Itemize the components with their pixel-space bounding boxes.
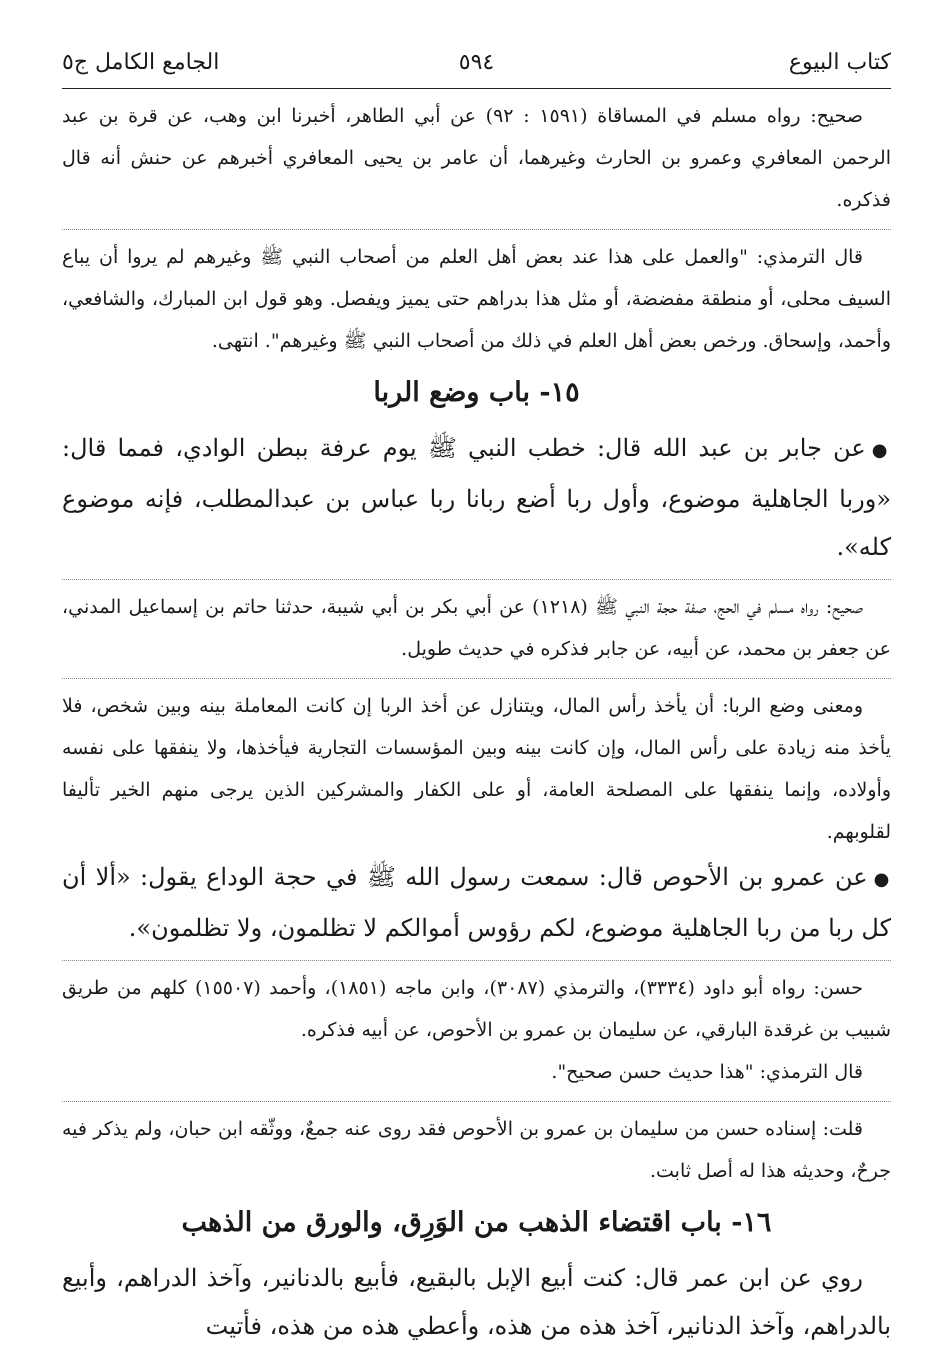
separator — [62, 579, 891, 580]
takhrij-paragraph: صحيح: رواه مسلم في الحج، صفة حجة النبي ﷺ (١٢١٨) عن أبي بكر بن أبي شيبة، حدثنا حاتم بن إسماعيل المدني، عن جعفر بن محمد، عن أبيه، عن جابر فذكره في حديث طويل. — [62, 596, 891, 660]
chapter-heading-16: ١٦- باب اقتضاء الذهب من الوَرِق، والورق من الذهب — [181, 1207, 772, 1238]
bullet-icon: ● — [873, 869, 891, 890]
bullet-icon: ● — [871, 440, 891, 461]
header-rule — [62, 88, 891, 89]
hadith-text — [62, 424, 891, 571]
hadith-body: عن جابر بن عبد الله قال: خطب النبي ﷺ يوم عرفة ببطن الوادي، فمما قال: «وربا الجاهلية موضوع، وأول ربا أضع ربانا ربا عباس بن عبدالمطلب، فإنه موضوع كله». — [62, 434, 891, 561]
commentary-paragraph: ومعنى وضع الربا: أن يأخذ رأس المال، ويتنازل عن أخذ الربا إن كانت المعاملة بينه وبين شخص، فلا يأخذ منه زيادة على رأس المال، وإن كانت بينه وبين المؤسسات التجارية فيأخذها، ولا ينفقها على نفسه وأولاده، وإنما ينفقها على المصلحة العامة، أو على الكفار والمشركين الذين يرجى منهم الخير تأليفا لقلوبهم. — [62, 695, 891, 843]
takhrij-paragraph: حسن: رواه أبو داود (٣٣٣٤)، والترمذي (٣٠٨٧)، وابن ماجه (١٨٥١)، وأحمد (١٥٥٠٧) كلهم من طريق شبيب بن غرقدة البارقي، عن سليمان بن عمرو بن الأحوص، عن أبيه فذكره. — [62, 977, 891, 1041]
running-header — [62, 40, 891, 86]
chapter-heading-15: ١٥- باب وضع الربا — [373, 377, 580, 408]
hadith-text: روي عن ابن عمر قال: كنت أبيع الإبل بالبقيع، فأبيع بالدنانير، وآخذ الدراهم، وأبيع بالدراهم، وآخذ الدنانير، آخذ هذه من هذه، وأعطي هذه من هذه، فأتيت — [62, 1264, 891, 1340]
commentary-paragraph: قلت: إسناده حسن من سليمان بن عمرو بن الأحوص فقد روى عنه جمعٌ، ووثّقه ابن حبان، ولم يذكر فيه جرحٌ، وحديثه هذا له أصل ثابت. — [62, 1118, 891, 1182]
separator — [62, 1101, 891, 1102]
tirmidhi-quote: قال الترمذي: "هذا حديث حسن صحيح". — [551, 1061, 863, 1083]
separator — [62, 229, 891, 230]
header-book-title: كتاب البيوع — [788, 50, 891, 75]
page — [62, 40, 891, 1369]
takhrij-paragraph: صحيح: رواه مسلم في المساقاة (١٥٩١ : ٩٢) عن أبي الطاهر، أخبرنا ابن وهب، عن قرة بن عبد الرحمن المعافري وعمرو بن الحارث وغيرهما، أن عامر بن يحيى المعافري أخبرهم عن حنش أنه قال فذكره. — [62, 105, 891, 211]
separator — [62, 678, 891, 679]
tirmidhi-quote: قال الترمذي: "والعمل على هذا عند بعض أهل العلم من أصحاب النبي ﷺ وغيرهم لم يروا أن يباع السيف محلى، أو منطقة مفضضة، أو مثل هذا بدراهم حتى يميز ويفصل. وهو قول ابن المبارك، والشافعي، وأحمد، وإسحاق. ورخص بعض أهل العلم في ذلك من أصحاب النبي ﷺ وغيرهم". انتهى. — [62, 246, 891, 352]
hadith-text — [62, 853, 891, 952]
header-volume-title: الجامع الكامل ج٥ — [62, 50, 220, 75]
page-number: ٥٩٤ — [458, 50, 495, 75]
hadith-body: عن عمرو بن الأحوص قال: سمعت رسول الله ﷺ في حجة الوداع يقول: «ألا أن كل ربا من ربا الجاهلية موضوع، لكم رؤوس أموالكم لا تظلمون، ولا تظلمون». — [62, 863, 891, 942]
separator — [62, 960, 891, 961]
